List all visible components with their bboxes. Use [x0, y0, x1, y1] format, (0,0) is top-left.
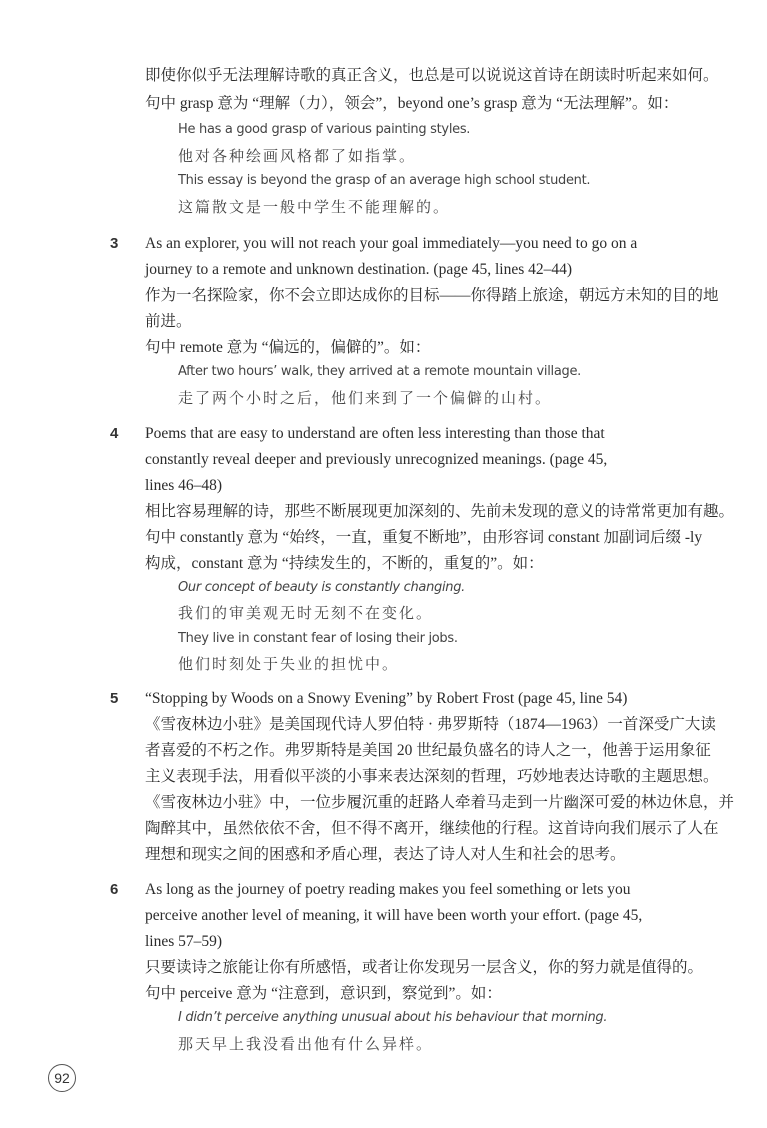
example-chinese: 他们时刻处于失业的担忧中。 [178, 655, 400, 673]
example-english: After two hours’ walk, they arrived at a remote mountain village. [178, 364, 581, 379]
item-quote-line: lines 46–48) [145, 477, 223, 494]
example-chinese: 走了两个小时之后，他们来到了一个偏僻的山村。 [178, 389, 553, 407]
item-quote-line: As long as the journey of poetry reading makes you feel something or lets you [145, 881, 631, 898]
example-english: I didn’t perceive anything unusual about his behaviour that morning. [178, 1010, 608, 1025]
item-translation-line: 只要读诗之旅能让你有所感悟，或者让你发现另一层含义，你的努力就是值得的。 [145, 959, 704, 976]
item-number: 6 [110, 881, 119, 898]
example-chinese: 我们的审美观无时无刻不在变化。 [178, 604, 434, 622]
item-quote-line: Poems that are easy to understand are often less interesting than those that [145, 425, 605, 442]
example-chinese: 那天早上我没看出他有什么异样。 [178, 1035, 434, 1053]
item-number: 3 [110, 235, 119, 252]
item-translation-line: 主义表现手法，用看似平淡的小事来表达深刻的哲理，巧妙地表达诗歌的主题思想。 [145, 768, 719, 785]
example-chinese: 他对各种绘画风格都了如指掌。 [178, 147, 417, 165]
example-english: Our concept of beauty is constantly changing. [178, 580, 466, 595]
example-chinese: 这篇散文是一般中学生不能理解的。 [178, 198, 451, 216]
item-note-line: 句中 constantly 意为 “始终，一直，重复不断地”，由形容词 constant 加副词后缀 -ly [145, 529, 703, 546]
item-translation-line: 理想和现实之间的困惑和矛盾心理，表达了诗人对人生和社会的思考。 [145, 846, 626, 863]
item-translation-line: 相比容易理解的诗，那些不断展现更加深刻的、先前未发现的意义的诗常常更加有趣。 [145, 503, 735, 520]
body-line: 句中 grasp 意为 “理解（力），领会”，beyond one’s grasp 意为 “无法理解”。如： [145, 95, 679, 112]
item-translation-line: 《雪夜林边小驻》是美国现代诗人罗伯特 · 弗罗斯特（1874—1963）一首深受广大读 [145, 716, 716, 733]
item-quote-line: “Stopping by Woods on a Snowy Evening” by Robert Frost (page 45, line 54) [145, 690, 628, 707]
item-quote-line: journey to a remote and unknown destination. (page 45, lines 42–44) [145, 261, 573, 278]
page-number-badge: 92 [48, 1064, 76, 1092]
item-note-line: 句中 remote 意为 “偏远的，偏僻的”。如： [145, 339, 431, 356]
item-quote-line: As an explorer, you will not reach your goal immediately—you need to go on a [145, 235, 638, 252]
item-note-line: 句中 perceive 意为 “注意到，意识到，察觉到”。如： [145, 985, 502, 1002]
item-translation-line: 《雪夜林边小驻》中，一位步履沉重的赶路人牵着马走到一片幽深可爱的林边休息，并 [145, 794, 735, 811]
item-quote-line: lines 57–59) [145, 933, 223, 950]
example-english: He has a good grasp of various painting styles. [178, 122, 471, 137]
item-translation-line: 前进。 [145, 313, 192, 330]
item-translation-line: 作为一名探险家，你不会立即达成你的目标——你得踏上旅途，朝远方未知的目的地 [145, 287, 719, 304]
item-translation-line: 陶醉其中，虽然依依不舍，但不得不离开，继续他的行程。这首诗向我们展示了人在 [145, 820, 719, 837]
item-number: 5 [110, 690, 119, 707]
example-english: This essay is beyond the grasp of an average high school student. [178, 173, 591, 188]
item-number: 4 [110, 425, 119, 442]
item-quote-line: perceive another level of meaning, it will have been worth your effort. (page 45, [145, 907, 643, 924]
item-quote-line: constantly reveal deeper and previously unrecognized meanings. (page 45, [145, 451, 608, 468]
body-line: 即使你似乎无法理解诗歌的真正含义，也总是可以说说这首诗在朗读时听起来如何。 [145, 67, 719, 84]
item-translation-line: 者喜爱的不朽之作。弗罗斯特是美国 20 世纪最负盛名的诗人之一，他善于运用象征 [145, 742, 711, 759]
item-note-line: 构成，constant 意为 “持续发生的，不断的，重复的”。如： [145, 555, 544, 572]
example-english: They live in constant fear of losing their jobs. [178, 631, 458, 646]
